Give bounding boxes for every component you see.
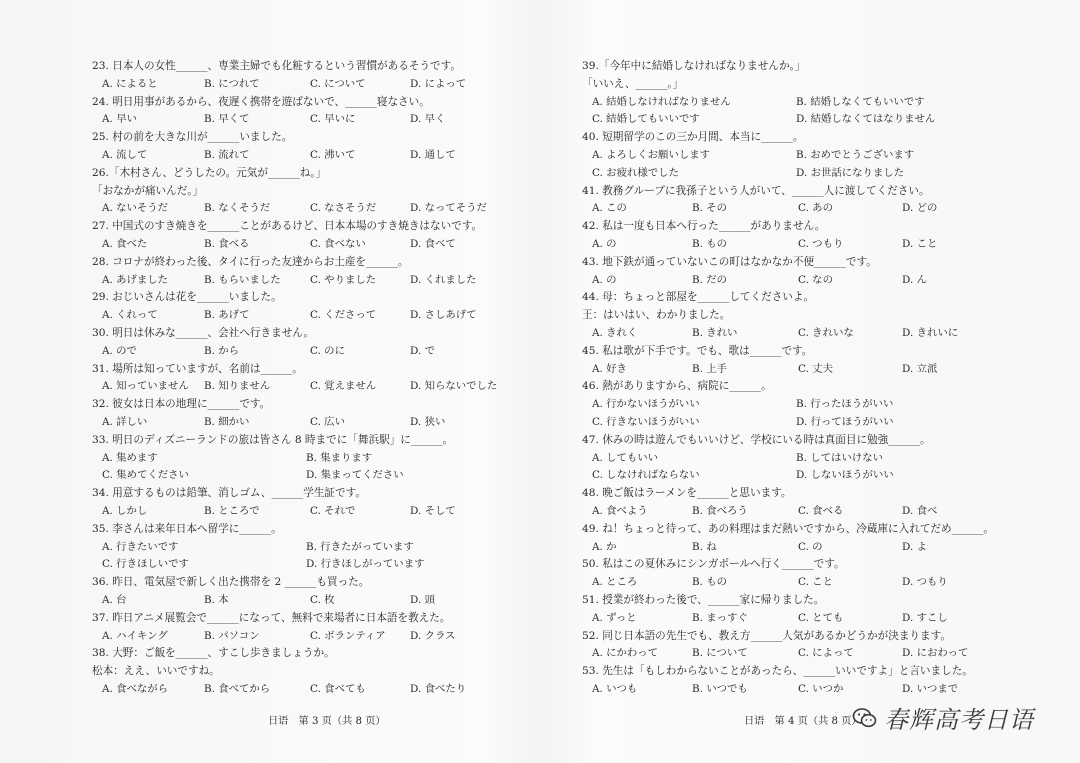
answer-options xyxy=(582,450,1038,486)
question-stem: 23. 日本人の女性______、専業主婦でも化粧するという習慣があるそうです。 xyxy=(92,60,461,72)
answer-option-b[interactable]: B. 行ったほうがいい xyxy=(796,398,894,411)
question-stem: 49. ね！ちょっと待って、あの料理はまだ熱いですから、冷蔵庫に入れてだめ______。 xyxy=(582,522,994,535)
question-item xyxy=(92,325,554,361)
watermark-text: 春辉高考日语 xyxy=(884,706,1034,734)
answer-options xyxy=(92,628,554,646)
question-stem: 33. 明日のディズニーランドの旅は皆さん 8 時までに「舞浜駅」に______。 xyxy=(92,433,454,446)
question-item xyxy=(582,343,1038,379)
question-stem: 37. 昨日アニメ展覧会で______になって、無料で来場者に日本語を教えた。 xyxy=(92,611,451,624)
answer-option-c[interactable]: C. 丈夫 xyxy=(798,362,833,375)
answer-option-a[interactable]: A. よろしくお願いします xyxy=(592,148,711,161)
answer-option-a[interactable]: A. きれく xyxy=(592,326,638,339)
answer-option-b[interactable]: B. 流れて xyxy=(204,148,250,161)
question-stem: 53. 先生は「もしわからないことがあったら、______いいですよ」と言いました。 xyxy=(582,665,973,678)
question-item xyxy=(582,432,1038,485)
answer-option-a[interactable]: A. 行かないほうがいい xyxy=(592,398,700,411)
question-stem: 51. 授業が終わった後で、______家に帰りました。 xyxy=(582,593,825,606)
answer-option-c[interactable]: C. 沸いて xyxy=(310,148,356,161)
answer-option-a[interactable]: A. しかし xyxy=(102,504,148,517)
question-item xyxy=(582,58,1038,129)
question-item xyxy=(92,94,554,130)
answer-option-b[interactable]: B. 上手 xyxy=(692,362,728,375)
question-item xyxy=(582,183,1038,219)
question-stem: 43. 地下鉄が通っていないこの町はなかなか不便______です。 xyxy=(582,255,877,268)
answer-option-d[interactable]: D. よ xyxy=(902,540,927,553)
question-stem: 34. 用意するものは鉛筆、消しゴム、______学生証です。 xyxy=(92,487,366,500)
answer-option-a[interactable]: A. いつも xyxy=(592,682,638,695)
right-page xyxy=(582,58,1038,699)
question-item xyxy=(92,432,554,485)
question-item xyxy=(92,254,554,290)
answer-option-a[interactable]: A. ので xyxy=(102,344,137,357)
answer-option-a[interactable]: A. によると xyxy=(102,77,158,90)
answer-option-a[interactable]: A. 食べながら xyxy=(102,682,169,695)
answer-option-b[interactable]: B. 食べろう xyxy=(692,504,748,517)
answer-option-b[interactable]: B. なくそうだ xyxy=(204,202,271,215)
answer-option-d[interactable]: D. で xyxy=(410,344,435,357)
answer-option-d[interactable]: D. 食べたり xyxy=(410,682,467,695)
answer-option-d[interactable]: D. 行きほしがっています xyxy=(306,558,425,571)
answer-option-d[interactable]: D. 頭 xyxy=(410,593,435,606)
answer-options xyxy=(92,450,554,486)
question-item xyxy=(92,574,554,610)
answer-option-b[interactable]: B. その xyxy=(692,202,728,215)
answer-option-d[interactable]: D. 食べ xyxy=(902,504,938,517)
question-item xyxy=(582,556,1038,592)
answer-option-b[interactable]: B. 集まります xyxy=(306,451,373,464)
answer-option-a[interactable]: A. くれって xyxy=(102,309,158,322)
answer-option-a[interactable]: A. 好き xyxy=(592,362,627,375)
question-item xyxy=(92,485,554,521)
answer-option-c[interactable]: C. 結婚してもいいです xyxy=(592,113,700,126)
answer-options xyxy=(92,111,554,129)
answer-options xyxy=(582,236,1038,254)
answer-option-c[interactable]: C. きれいな xyxy=(798,326,854,339)
page-footer-left: 日语 第 3 页（共 8 页） xyxy=(268,716,386,727)
answer-option-c[interactable]: C. なの xyxy=(798,273,833,286)
question-dialogue-line: 「いいえ、______。」 xyxy=(582,77,684,90)
question-item xyxy=(92,58,554,94)
question-item xyxy=(92,521,554,574)
answer-option-b[interactable]: B. だの xyxy=(692,273,728,286)
question-stem: 42. 私は一度も日本へ行った______がありません。 xyxy=(582,220,826,233)
question-stem: 35. 李さんは来年日本へ留学に______。 xyxy=(92,522,282,535)
answer-option-d[interactable]: D. 知らないでした xyxy=(410,380,498,393)
question-stem: 44. 母：ちょっと部屋を______してくださいよ。 xyxy=(582,291,815,304)
answer-option-c[interactable]: C. 食べない xyxy=(310,237,366,250)
answer-option-a[interactable]: A. ないそうだ xyxy=(102,202,169,215)
answer-option-c[interactable]: C. つもり xyxy=(798,237,844,250)
question-item xyxy=(92,645,554,698)
answer-option-b[interactable]: B. 食べてから xyxy=(204,682,271,695)
question-stem: 25. 村の前を大きな川が______いました。 xyxy=(92,131,293,144)
answer-option-b[interactable]: B. もの xyxy=(692,576,728,589)
question-dialogue-line: 松本：ええ、いいですね。 xyxy=(92,665,220,678)
question-stem: 28. コロナが終わった後、タイに行った友達からお土産を______。 xyxy=(92,255,409,268)
answer-option-a[interactable]: A. 行きたいです xyxy=(102,540,179,553)
answer-option-d[interactable]: D. きれいに xyxy=(902,326,959,339)
answer-options xyxy=(582,503,1038,521)
answer-options xyxy=(92,76,554,94)
answer-option-c[interactable]: C. ボランティア xyxy=(310,629,386,642)
answer-option-b[interactable]: B. まっすぐ xyxy=(692,611,748,624)
answer-options xyxy=(92,414,554,432)
answer-option-b[interactable]: B. 結婚しなくてもいいです xyxy=(796,95,925,108)
answer-option-b[interactable]: B. もの xyxy=(692,237,728,250)
answer-option-c[interactable]: C. とても xyxy=(798,611,844,624)
answer-options xyxy=(582,396,1038,432)
answer-option-d[interactable]: D. そして xyxy=(410,504,456,517)
question-item xyxy=(582,378,1038,431)
answer-option-a[interactable]: A. にかわって xyxy=(592,647,658,660)
answer-options xyxy=(582,200,1038,218)
question-item xyxy=(92,165,554,218)
answer-option-b[interactable]: B. パソコン xyxy=(204,629,260,642)
answer-options xyxy=(92,236,554,254)
answer-options xyxy=(582,272,1038,290)
answer-option-b[interactable]: B. ところで xyxy=(204,504,260,517)
question-stem: 52. 同じ日本語の先生でも、教え方______人気があるかどうかが決まります。 xyxy=(582,629,951,642)
question-item xyxy=(582,129,1038,182)
question-stem: 45. 私は歌が下手です。でも、歌は______です。 xyxy=(582,344,813,357)
answer-option-b[interactable]: B. 知りません xyxy=(204,380,271,393)
answer-options xyxy=(582,645,1038,663)
answer-option-d[interactable]: D. によって xyxy=(410,77,467,90)
answer-option-d[interactable]: D. すこし xyxy=(902,611,948,624)
answer-option-d[interactable]: D. 通して xyxy=(410,148,456,161)
answer-options xyxy=(92,539,554,575)
question-stem: 36. 昨日、電気屋で新しく出た携帯を 2 ______も買った。 xyxy=(92,576,370,589)
answer-option-d[interactable]: D. 食べて xyxy=(410,237,456,250)
answer-options xyxy=(92,503,554,521)
answer-option-d[interactable]: D. こと xyxy=(902,237,938,250)
question-item xyxy=(582,663,1038,699)
question-item xyxy=(92,218,554,254)
answer-option-c[interactable]: C. こと xyxy=(798,576,833,589)
question-stem: 29. おじいさんは花を______いました。 xyxy=(92,291,282,304)
question-stem: 27. 中国式のすき焼きを______ことがあるけど、日本本場のすき焼きはないです。 xyxy=(92,220,483,233)
answer-options xyxy=(92,681,554,699)
question-stem: 50. 私はこの夏休みにシンガポールへ行く______です。 xyxy=(582,558,845,571)
question-item xyxy=(582,289,1038,342)
answer-option-a[interactable]: A. の xyxy=(592,237,617,250)
answer-options xyxy=(92,378,554,396)
question-stem: 38. 大野：ご飯を______、すこし歩きましょうか。 xyxy=(92,647,335,660)
question-dialogue-line: 「おなかが痛いんだ。」 xyxy=(92,184,204,197)
answer-option-c[interactable]: C. いつか xyxy=(798,682,844,695)
answer-option-a[interactable]: A. あげました xyxy=(102,273,169,286)
question-item xyxy=(92,361,554,397)
answer-option-d[interactable]: D. くれました xyxy=(410,273,477,286)
answer-option-b[interactable]: B. あげて xyxy=(204,309,250,322)
question-stem: 41. 教務グループに我孫子という人がいて、______人に渡してください。 xyxy=(582,184,930,197)
answer-option-b[interactable]: B. から xyxy=(204,344,240,357)
answer-options xyxy=(582,94,1038,130)
answer-option-a[interactable]: A. の xyxy=(592,273,617,286)
answer-options xyxy=(582,539,1038,557)
answer-option-b[interactable]: B. 食べる xyxy=(204,237,250,250)
answer-option-a[interactable]: A. 早い xyxy=(102,113,137,126)
answer-option-d[interactable]: D. さしあげて xyxy=(410,309,477,322)
answer-options xyxy=(92,307,554,325)
answer-option-b[interactable]: B. もらいました xyxy=(204,273,281,286)
left-page xyxy=(92,58,554,699)
answer-option-c[interactable]: C. 行きないほうがいい xyxy=(592,415,700,428)
question-stem: 39.「今年中に結婚しなければなりませんか。」 xyxy=(582,60,806,72)
question-item xyxy=(582,628,1038,664)
answer-option-c[interactable]: C. あの xyxy=(798,202,833,215)
question-stem: 48. 晩ご飯はラーメンを______と思います。 xyxy=(582,487,792,500)
answer-option-c[interactable]: C. 食べる xyxy=(798,504,844,517)
answer-option-d[interactable]: D. 早く xyxy=(410,113,446,126)
answer-option-b[interactable]: B. について xyxy=(692,647,748,660)
answer-options xyxy=(582,610,1038,628)
wechat-logo-icon xyxy=(852,705,878,731)
answer-options xyxy=(92,343,554,361)
answer-option-d[interactable]: D. なってそうだ xyxy=(410,202,487,215)
answer-option-a[interactable]: A. か xyxy=(592,540,617,553)
answer-option-d[interactable]: D. どの xyxy=(902,202,938,215)
question-stem: 26.「木村さん、どうしたの。元気が______ね。」 xyxy=(92,166,327,179)
answer-option-d[interactable]: D. つもり xyxy=(902,576,948,589)
answer-option-d[interactable]: D. 結婚しなくてはなりません xyxy=(796,113,936,126)
answer-option-a[interactable]: A. 流して xyxy=(102,148,148,161)
answer-option-a[interactable]: A. この xyxy=(592,202,627,215)
answer-option-a[interactable]: A. 詳しい xyxy=(102,415,148,428)
question-stem: 24. 明日用事があるから、夜遅く携帯を遊ばないで、______寝なさい。 xyxy=(92,95,430,108)
answer-option-c[interactable]: C. の xyxy=(798,540,823,553)
answer-options xyxy=(582,574,1038,592)
question-item xyxy=(92,610,554,646)
answer-option-c[interactable]: C. 集めてください xyxy=(102,469,189,482)
answer-option-c[interactable]: C. によって xyxy=(798,647,854,660)
answer-option-d[interactable]: D. 集まってください xyxy=(306,469,404,482)
answer-option-d[interactable]: D. ん xyxy=(902,273,927,286)
answer-options xyxy=(582,147,1038,183)
answer-option-b[interactable]: B. きれい xyxy=(692,326,738,339)
answer-options xyxy=(582,681,1038,699)
answer-option-b[interactable]: B. 細かい xyxy=(204,415,250,428)
answer-option-c[interactable]: C. 広い xyxy=(310,415,345,428)
question-stem: 40. 短期留学のこの三か月間、本当に______。 xyxy=(582,131,804,144)
answer-options xyxy=(92,272,554,290)
answer-options xyxy=(92,592,554,610)
answer-option-b[interactable]: B. してはいけない xyxy=(796,451,883,464)
answer-option-c[interactable]: C. 覚えません xyxy=(310,380,377,393)
answer-option-b[interactable]: B. につれて xyxy=(204,77,260,90)
answer-option-a[interactable]: A. 知っていません xyxy=(102,380,189,393)
answer-option-d[interactable]: D. クラス xyxy=(410,629,456,642)
answer-option-d[interactable]: D. 立派 xyxy=(902,362,938,375)
question-item xyxy=(582,592,1038,628)
watermark xyxy=(852,700,1034,735)
answer-option-b[interactable]: B. ね xyxy=(692,540,717,553)
answer-option-c[interactable]: C. について xyxy=(310,77,366,90)
answer-option-b[interactable]: B. おめでとうございます xyxy=(796,148,915,161)
answer-option-c[interactable]: C. お疲れ様でした xyxy=(592,166,679,179)
answer-option-d[interactable]: D. におわって xyxy=(902,647,969,660)
answer-option-c[interactable]: C. やりました xyxy=(310,273,377,286)
answer-option-d[interactable]: D. 狭い xyxy=(410,415,446,428)
question-stem: 47. 休みの時は遊んでもいいけど、学校にいる時は真面目に勉強______。 xyxy=(582,433,931,446)
answer-option-d[interactable]: D. しないほうがいい xyxy=(796,469,894,482)
answer-option-a[interactable]: A. 集めます xyxy=(102,451,158,464)
answer-option-a[interactable]: A. ハイキング xyxy=(102,629,168,642)
question-stem: 32. 彼女は日本の地理に______です。 xyxy=(92,398,271,411)
question-stem: 30. 明日は休みな______、会社へ行きません。 xyxy=(92,326,315,339)
answer-option-a[interactable]: A. してもいい xyxy=(592,451,659,464)
question-item xyxy=(92,129,554,165)
answer-option-c[interactable]: C. くださって xyxy=(310,309,377,322)
answer-option-a[interactable]: A. 結婚しなければなりません xyxy=(592,95,731,108)
question-item xyxy=(582,521,1038,557)
answer-option-c[interactable]: C. 食べても xyxy=(310,682,366,695)
answer-option-c[interactable]: C. それで xyxy=(310,504,356,517)
question-item xyxy=(582,254,1038,290)
answer-options xyxy=(582,361,1038,379)
question-stem: 31. 場所は知っていますが、名前は______。 xyxy=(92,362,303,375)
question-stem: 46. 熱がありますから、病院に______。 xyxy=(582,380,772,393)
answer-option-a[interactable]: A. ずっと xyxy=(592,611,637,624)
answer-option-a[interactable]: A. 台 xyxy=(102,593,127,606)
answer-option-a[interactable]: A. 食べよう xyxy=(592,504,648,517)
question-dialogue-line: 王：はいはい、わかりました。 xyxy=(582,309,731,322)
answer-option-c[interactable]: C. のに xyxy=(310,344,345,357)
answer-option-c[interactable]: C. 早いに xyxy=(310,113,356,126)
question-item xyxy=(92,396,554,432)
answer-options xyxy=(582,325,1038,343)
answer-option-c[interactable]: C. 行きほしいです xyxy=(102,558,189,571)
answer-option-b[interactable]: B. 行きたがっています xyxy=(306,540,414,553)
question-item xyxy=(582,218,1038,254)
answer-options xyxy=(92,200,554,218)
answer-option-c[interactable]: C. なさそうだ xyxy=(310,202,377,215)
answer-option-b[interactable]: B. いつでも xyxy=(692,682,748,695)
page-footer-right: 日语 第 4 页（共 8 页） xyxy=(744,716,862,727)
answer-option-b[interactable]: B. 早くて xyxy=(204,113,250,126)
answer-option-d[interactable]: D. お世話になりました xyxy=(796,166,905,179)
answer-option-d[interactable]: D. いつまで xyxy=(902,682,959,695)
question-item xyxy=(582,485,1038,521)
answer-option-a[interactable]: A. ところ xyxy=(592,576,638,589)
answer-option-b[interactable]: B. 本 xyxy=(204,593,229,606)
answer-options xyxy=(92,147,554,165)
answer-option-d[interactable]: D. 行ってほうがいい xyxy=(796,415,894,428)
answer-option-a[interactable]: A. 食べた xyxy=(102,237,148,250)
answer-option-c[interactable]: C. しなければならない xyxy=(592,469,700,482)
answer-option-c[interactable]: C. 枚 xyxy=(310,593,335,606)
question-item xyxy=(92,289,554,325)
